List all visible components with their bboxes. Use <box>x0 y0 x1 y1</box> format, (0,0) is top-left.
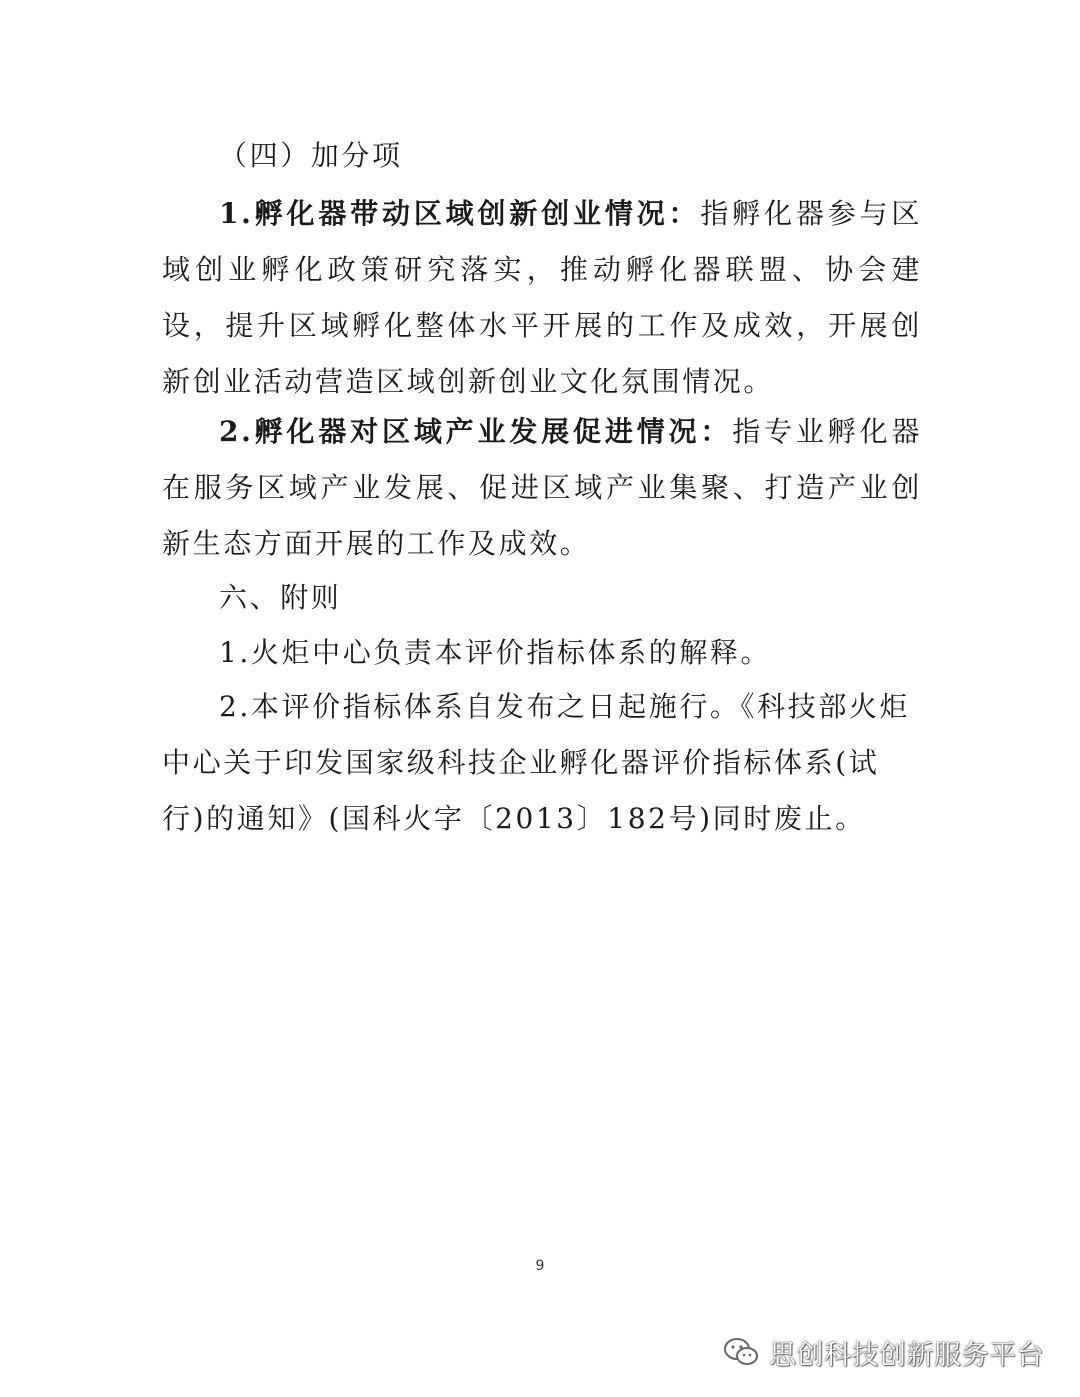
wechat-icon <box>723 1336 759 1368</box>
item-body: 指孵化器参与区域创业孵化政策研究落实，推动孵化器联盟、协会建设，提升区域孵化整体水平开展的工作及成效，开展创新创业活动营造区域创新创业文化氛围情况。 <box>162 197 922 398</box>
item-title: 1.孵化器带动区域创新创业情况： <box>219 197 701 230</box>
list-item <box>162 186 922 410</box>
page-number: 9 <box>535 1258 545 1274</box>
item-title: 2.孵化器对区域产业发展促进情况： <box>219 415 733 448</box>
list-item <box>162 404 922 572</box>
item-body: 指专业孵化器在服务区域产业发展、促进区域产业集聚、打造产业创新生态方面开展的工作及成效。 <box>162 415 922 560</box>
watermark-text: 思创科技创新服务平台 <box>769 1339 1044 1371</box>
section-heading: （四）加分项 <box>219 139 403 172</box>
rule-paragraph: 1.火炬中心负责本评价指标体系的解释。 <box>219 636 772 669</box>
watermark <box>723 1332 1044 1372</box>
section-heading: 六、附则 <box>219 581 342 614</box>
rule-paragraph: 2.本评价指标体系自发布之日起施行。《科技部火炬中心关于印发国家级科技企业孵化器评价指标体系(试行)的通知》(国科火字〔2013〕182号)同时废止。 <box>162 690 911 835</box>
